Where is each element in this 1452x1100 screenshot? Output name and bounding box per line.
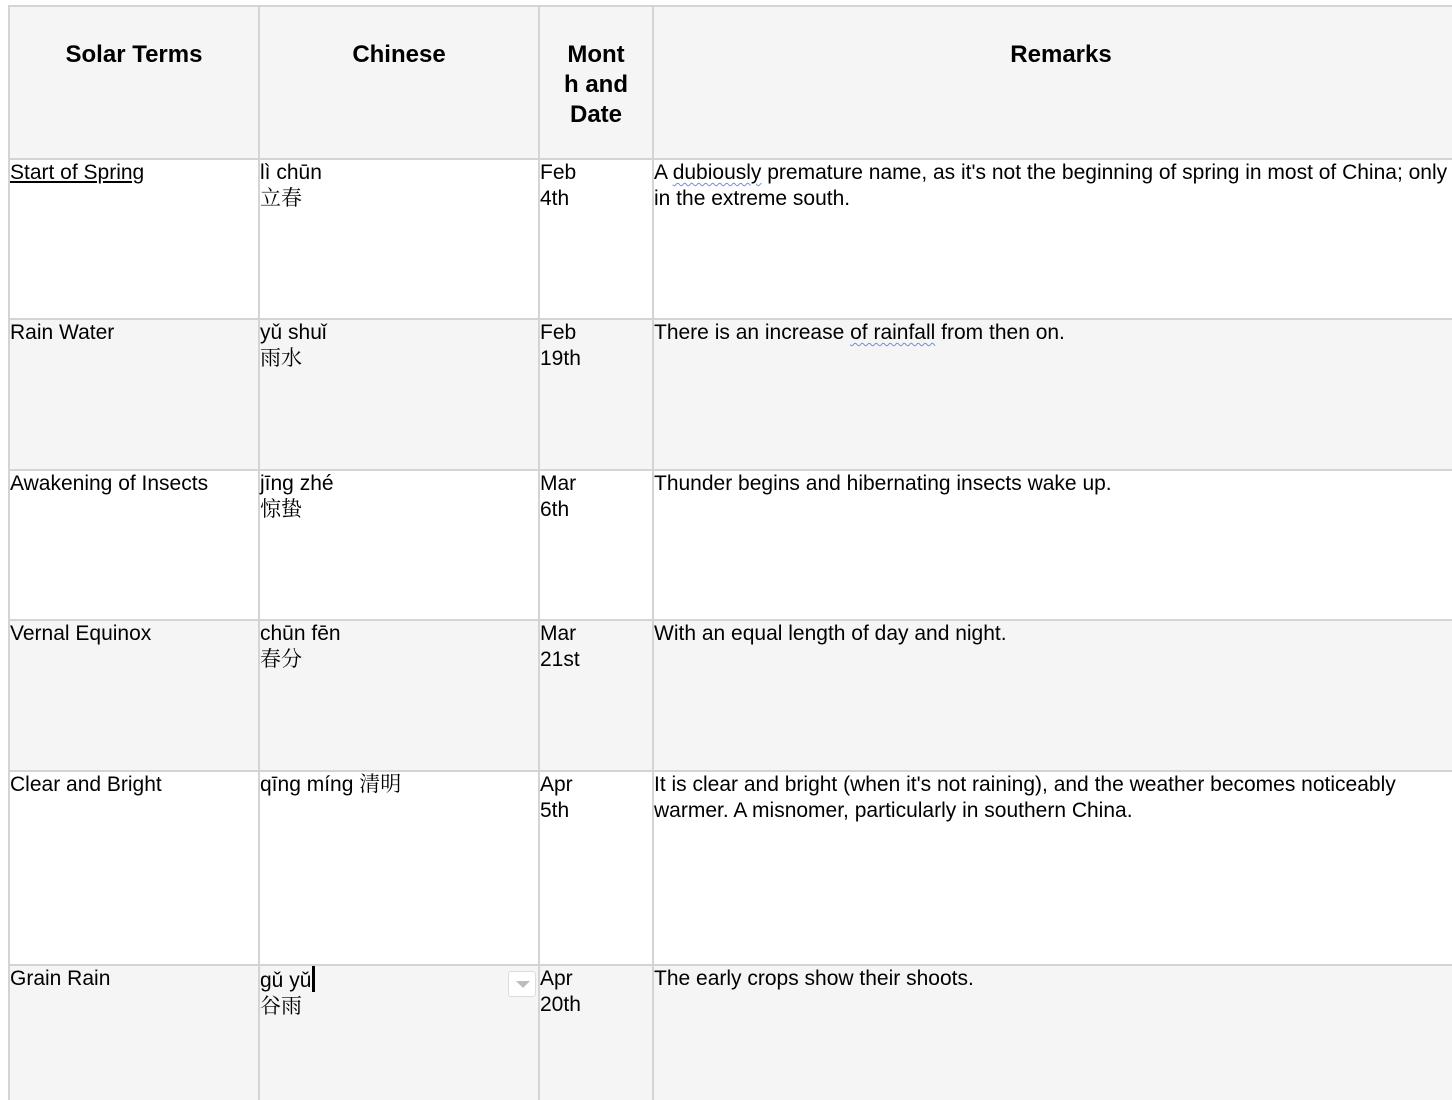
remark-cell[interactable] bbox=[653, 965, 1452, 1100]
chinese-cell[interactable] bbox=[259, 771, 539, 965]
header-solar-terms: Solar Terms bbox=[9, 6, 259, 159]
term-text: Clear and Bright bbox=[10, 773, 162, 796]
spellcheck-flag[interactable]: dubiously bbox=[672, 161, 762, 184]
date-cell[interactable] bbox=[539, 965, 653, 1100]
pinyin-line bbox=[260, 966, 538, 994]
remark-cell[interactable] bbox=[653, 620, 1452, 771]
day-text: 5th bbox=[540, 799, 570, 822]
term-cell[interactable] bbox=[9, 159, 259, 319]
date-cell[interactable] bbox=[539, 319, 653, 470]
term-cell[interactable] bbox=[9, 771, 259, 965]
remark-cell[interactable] bbox=[653, 470, 1452, 620]
spellcheck-flag[interactable]: of rainfall bbox=[850, 321, 936, 344]
hanzi-text: 雨水 bbox=[260, 347, 302, 370]
remark-text: The early crops show their shoots. bbox=[654, 967, 974, 990]
remark-text: Thunder begins and hibernating insects wake up. bbox=[654, 472, 1112, 495]
month-text: Mar bbox=[540, 472, 577, 495]
hanzi-text: 惊蛰 bbox=[260, 498, 302, 521]
month-text: Feb bbox=[540, 321, 577, 344]
term-link[interactable]: Start of Spring bbox=[10, 161, 145, 184]
text-cursor bbox=[312, 966, 315, 992]
day-text: 20th bbox=[540, 993, 581, 1016]
term-text: Rain Water bbox=[10, 321, 115, 344]
table-row bbox=[9, 620, 1452, 771]
term-cell[interactable] bbox=[9, 470, 259, 620]
remark-text: from then on. bbox=[935, 321, 1065, 344]
chinese-cell[interactable] bbox=[259, 620, 539, 771]
remark-cell[interactable] bbox=[653, 771, 1452, 965]
month-text: Apr bbox=[540, 967, 573, 990]
table-header-row bbox=[9, 6, 1452, 159]
term-cell[interactable] bbox=[9, 965, 259, 1100]
hanzi-text: 立春 bbox=[260, 187, 302, 210]
date-cell[interactable] bbox=[539, 470, 653, 620]
chinese-text: qīng míng 清明 bbox=[260, 773, 402, 796]
solar-terms-table bbox=[8, 5, 1452, 1100]
remark-text: It is clear and bright (when it's not raining), and the weather becomes noticeably warmer. A misnomer, particularly in southern China. bbox=[654, 773, 1396, 822]
chinese-cell[interactable] bbox=[259, 159, 539, 319]
chinese-cell[interactable] bbox=[259, 319, 539, 470]
pinyin-text: lì chūn bbox=[260, 161, 322, 184]
day-text: 6th bbox=[540, 498, 570, 521]
remark-cell[interactable] bbox=[653, 159, 1452, 319]
date-cell[interactable] bbox=[539, 620, 653, 771]
table-row bbox=[9, 319, 1452, 470]
term-cell[interactable] bbox=[9, 319, 259, 470]
pinyin-text: jīng zhé bbox=[260, 472, 334, 495]
table-row bbox=[9, 771, 1452, 965]
date-cell[interactable] bbox=[539, 159, 653, 319]
day-text: 4th bbox=[540, 187, 570, 210]
remark-text: There is an increase bbox=[654, 321, 851, 344]
table-row bbox=[9, 470, 1452, 620]
pinyin-text: gǔ yǔ bbox=[260, 969, 312, 992]
term-cell[interactable] bbox=[9, 620, 259, 771]
chinese-cell[interactable] bbox=[259, 965, 539, 1100]
month-text: Mar bbox=[540, 622, 577, 645]
day-text: 19th bbox=[540, 347, 581, 370]
header-month-and-date: Mont h and Date bbox=[539, 6, 653, 159]
month-text: Feb bbox=[540, 161, 577, 184]
remark-text: premature name, as it's not the beginning of spring in most of China; only in the extreme south. bbox=[654, 161, 1448, 210]
term-text: Vernal Equinox bbox=[10, 622, 152, 645]
chinese-cell[interactable] bbox=[259, 470, 539, 620]
day-text: 21st bbox=[540, 648, 580, 671]
hanzi-text: 春分 bbox=[260, 648, 302, 671]
table-row bbox=[9, 965, 1452, 1100]
chevron-down-icon[interactable] bbox=[508, 971, 536, 997]
remark-text: With an equal length of day and night. bbox=[654, 622, 1007, 645]
remark-text: A bbox=[654, 161, 673, 184]
header-remarks: Remarks bbox=[653, 6, 1452, 159]
pinyin-text: chūn fēn bbox=[260, 622, 341, 645]
term-text: Grain Rain bbox=[10, 967, 111, 990]
header-chinese: Chinese bbox=[259, 6, 539, 159]
remark-cell[interactable] bbox=[653, 319, 1452, 470]
hanzi-text: 谷雨 bbox=[260, 995, 302, 1018]
table-row bbox=[9, 159, 1452, 319]
month-text: Apr bbox=[540, 773, 573, 796]
date-cell[interactable] bbox=[539, 771, 653, 965]
pinyin-text: yǔ shuǐ bbox=[260, 321, 327, 344]
term-text: Awakening of Insects bbox=[10, 472, 209, 495]
